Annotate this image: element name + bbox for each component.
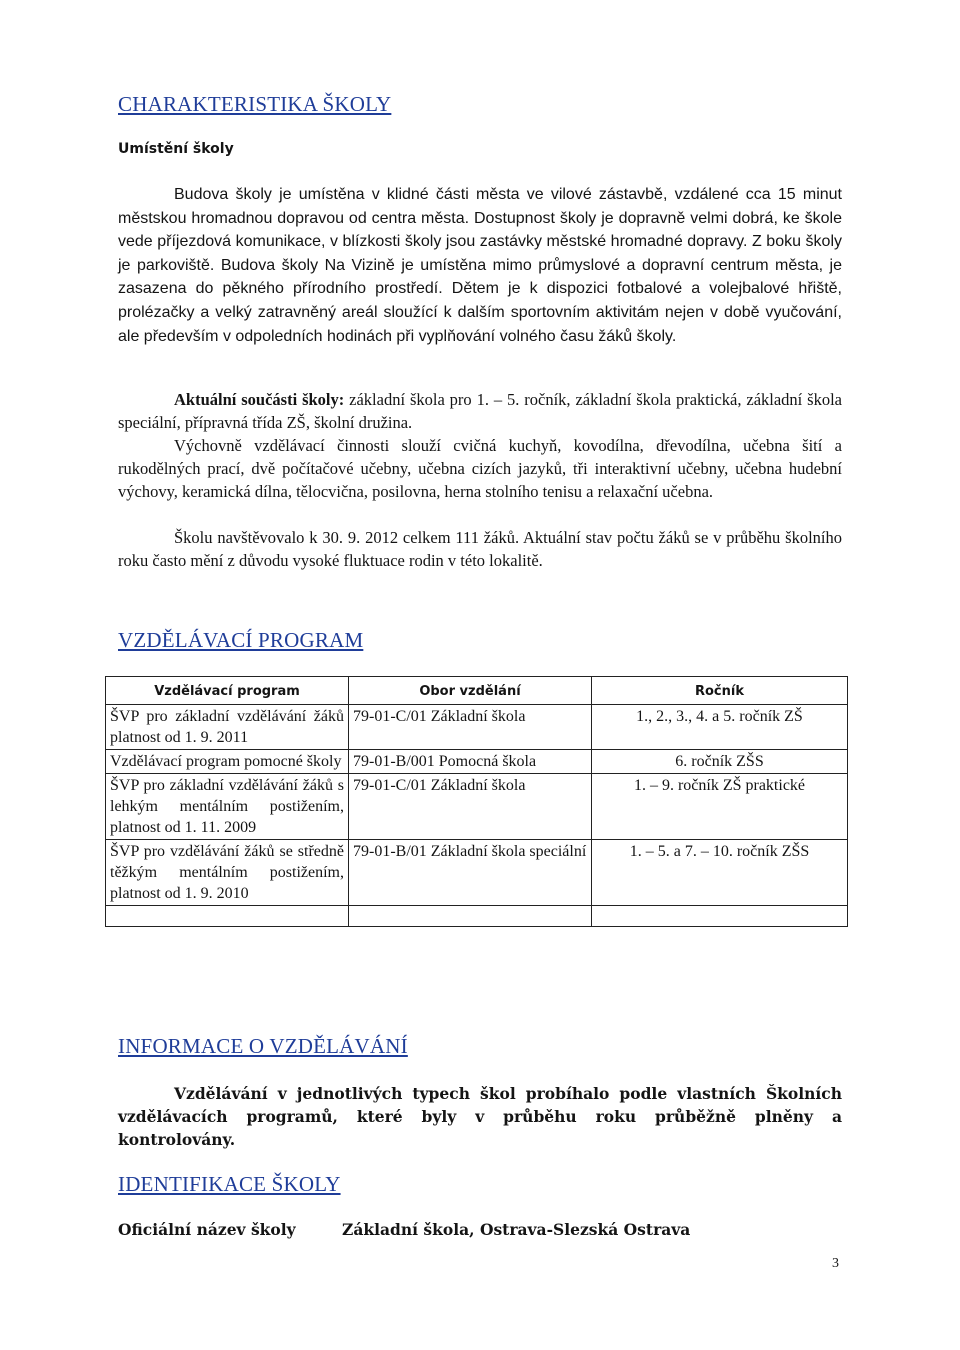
empty-cell [349,906,592,927]
section-heading-program: VZDĚLÁVACÍ PROGRAM [118,628,364,652]
section-heading-identification: IDENTIFIKACE ŠKOLY [118,1172,341,1196]
paragraph-pupil-count: Školu navštěvovalo k 30. 9. 2012 celkem 111 žáků. Aktuální stav počtu žáků se v průběhu školního roku často mění z důvodu vysoké fluktuace rodin v této lokalitě. [118,528,842,570]
paragraph-education-info: Vzdělávání v jednotlivých typech škol probíhalo podle vlastních Školních vzdělávacích programů, které byly v průběhu roku průběžně plněny a kontrolovány. [118,1084,842,1149]
grade-cell: 6. ročník ZŠS [592,750,848,774]
table-row [106,705,848,750]
official-name-label: Oficiální název školy [118,1220,296,1239]
empty-cell [592,906,848,927]
column-header-program: Vzdělávací program [106,677,349,705]
subheading-school-location: Umístění školy [118,141,234,157]
table-row [106,774,848,840]
program-cell: ŠVP pro základní vzdělávání žáků platnost od 1. 9. 2011 [106,705,349,750]
program-cell: ŠVP pro základní vzdělávání žáků s lehkým mentálním postižením, platnost od 1. 11. 2009 [106,774,349,840]
program-cell: ŠVP pro vzdělávání žáků se středně těžkým mentálním postižením, platnost od 1. 9. 2010 [106,840,349,906]
components-text: základní škola pro 1. – 5. ročník, základní škola praktická, základní škola speciální, přípravná třída ZŠ, školní družina. [118,390,842,432]
official-name-value: Základní škola, Ostrava-Slezská Ostrava [342,1220,691,1239]
paragraph-school-location: Budova školy je umístěna v klidné části města ve vilové zástavbě, vzdálené cca 15 minut městskou hromadnou dopravou od centra města. Dostupnost školy je dopravně velmi dobrá, ke škole vede příjezdová komunikace, v blízkosti školy jsou zastávky městské hromadné dopravy. Z boku školy je parkoviště. Budova školy Na Vizině je umístěna mimo průmyslové a dopravní centrum města, je zasazena do pěkného přírodního prostředí. Dětem je k dispozici fotbalové a volejbalové hřiště, prolézačky a velký zatravněný areál sloužící k dalším sportovním aktivitám nejen v době vyučování, ale především v odpoledních hodinách při vyplňování volného času žáků školy. [118,186,842,345]
page-number: 3 [832,1256,839,1271]
table-row [106,840,848,906]
paragraph-school-facilities: Výchovně vzdělávací činnosti slouží cvičná kuchyň, kovodílna, dřevodílna, učebna šití a rukodělných prací, dvě počítačové učebny, učebna cizích jazyků, tři interaktivní učebny, učebna hudební výchovy, keramická dílna, tělocvična, posilovna, herna stolního tenisu a relaxační učebna. [118,436,842,501]
field-cell: 79-01-C/01 Základní škola [349,705,592,750]
grade-cell: 1., 2., 3., 4. a 5. ročník ZŠ [592,705,848,750]
education-program-table [105,676,848,927]
empty-cell [106,906,349,927]
column-header-grade: Ročník [592,677,848,705]
components-label: Aktuální součásti školy: [174,390,345,409]
field-cell: 79-01-C/01 Základní škola [349,774,592,840]
section-heading-characteristics: CHARAKTERISTIKA ŠKOLY [118,92,392,116]
grade-cell: 1. – 5. a 7. – 10. ročník ZŠS [592,840,848,906]
table-row [106,750,848,774]
grade-cell: 1. – 9. ročník ZŠ praktické [592,774,848,840]
table-row-empty [106,906,848,927]
table-header-row [106,677,848,705]
field-cell: 79-01-B/001 Pomocná škola [349,750,592,774]
program-cell: Vzdělávací program pomocné školy [106,750,349,774]
field-cell: 79-01-B/01 Základní škola speciální [349,840,592,906]
column-header-field: Obor vzdělání [349,677,592,705]
paragraph-school-components [118,388,842,434]
section-heading-education-info: INFORMACE O VZDĚLÁVÁNÍ [118,1034,408,1058]
